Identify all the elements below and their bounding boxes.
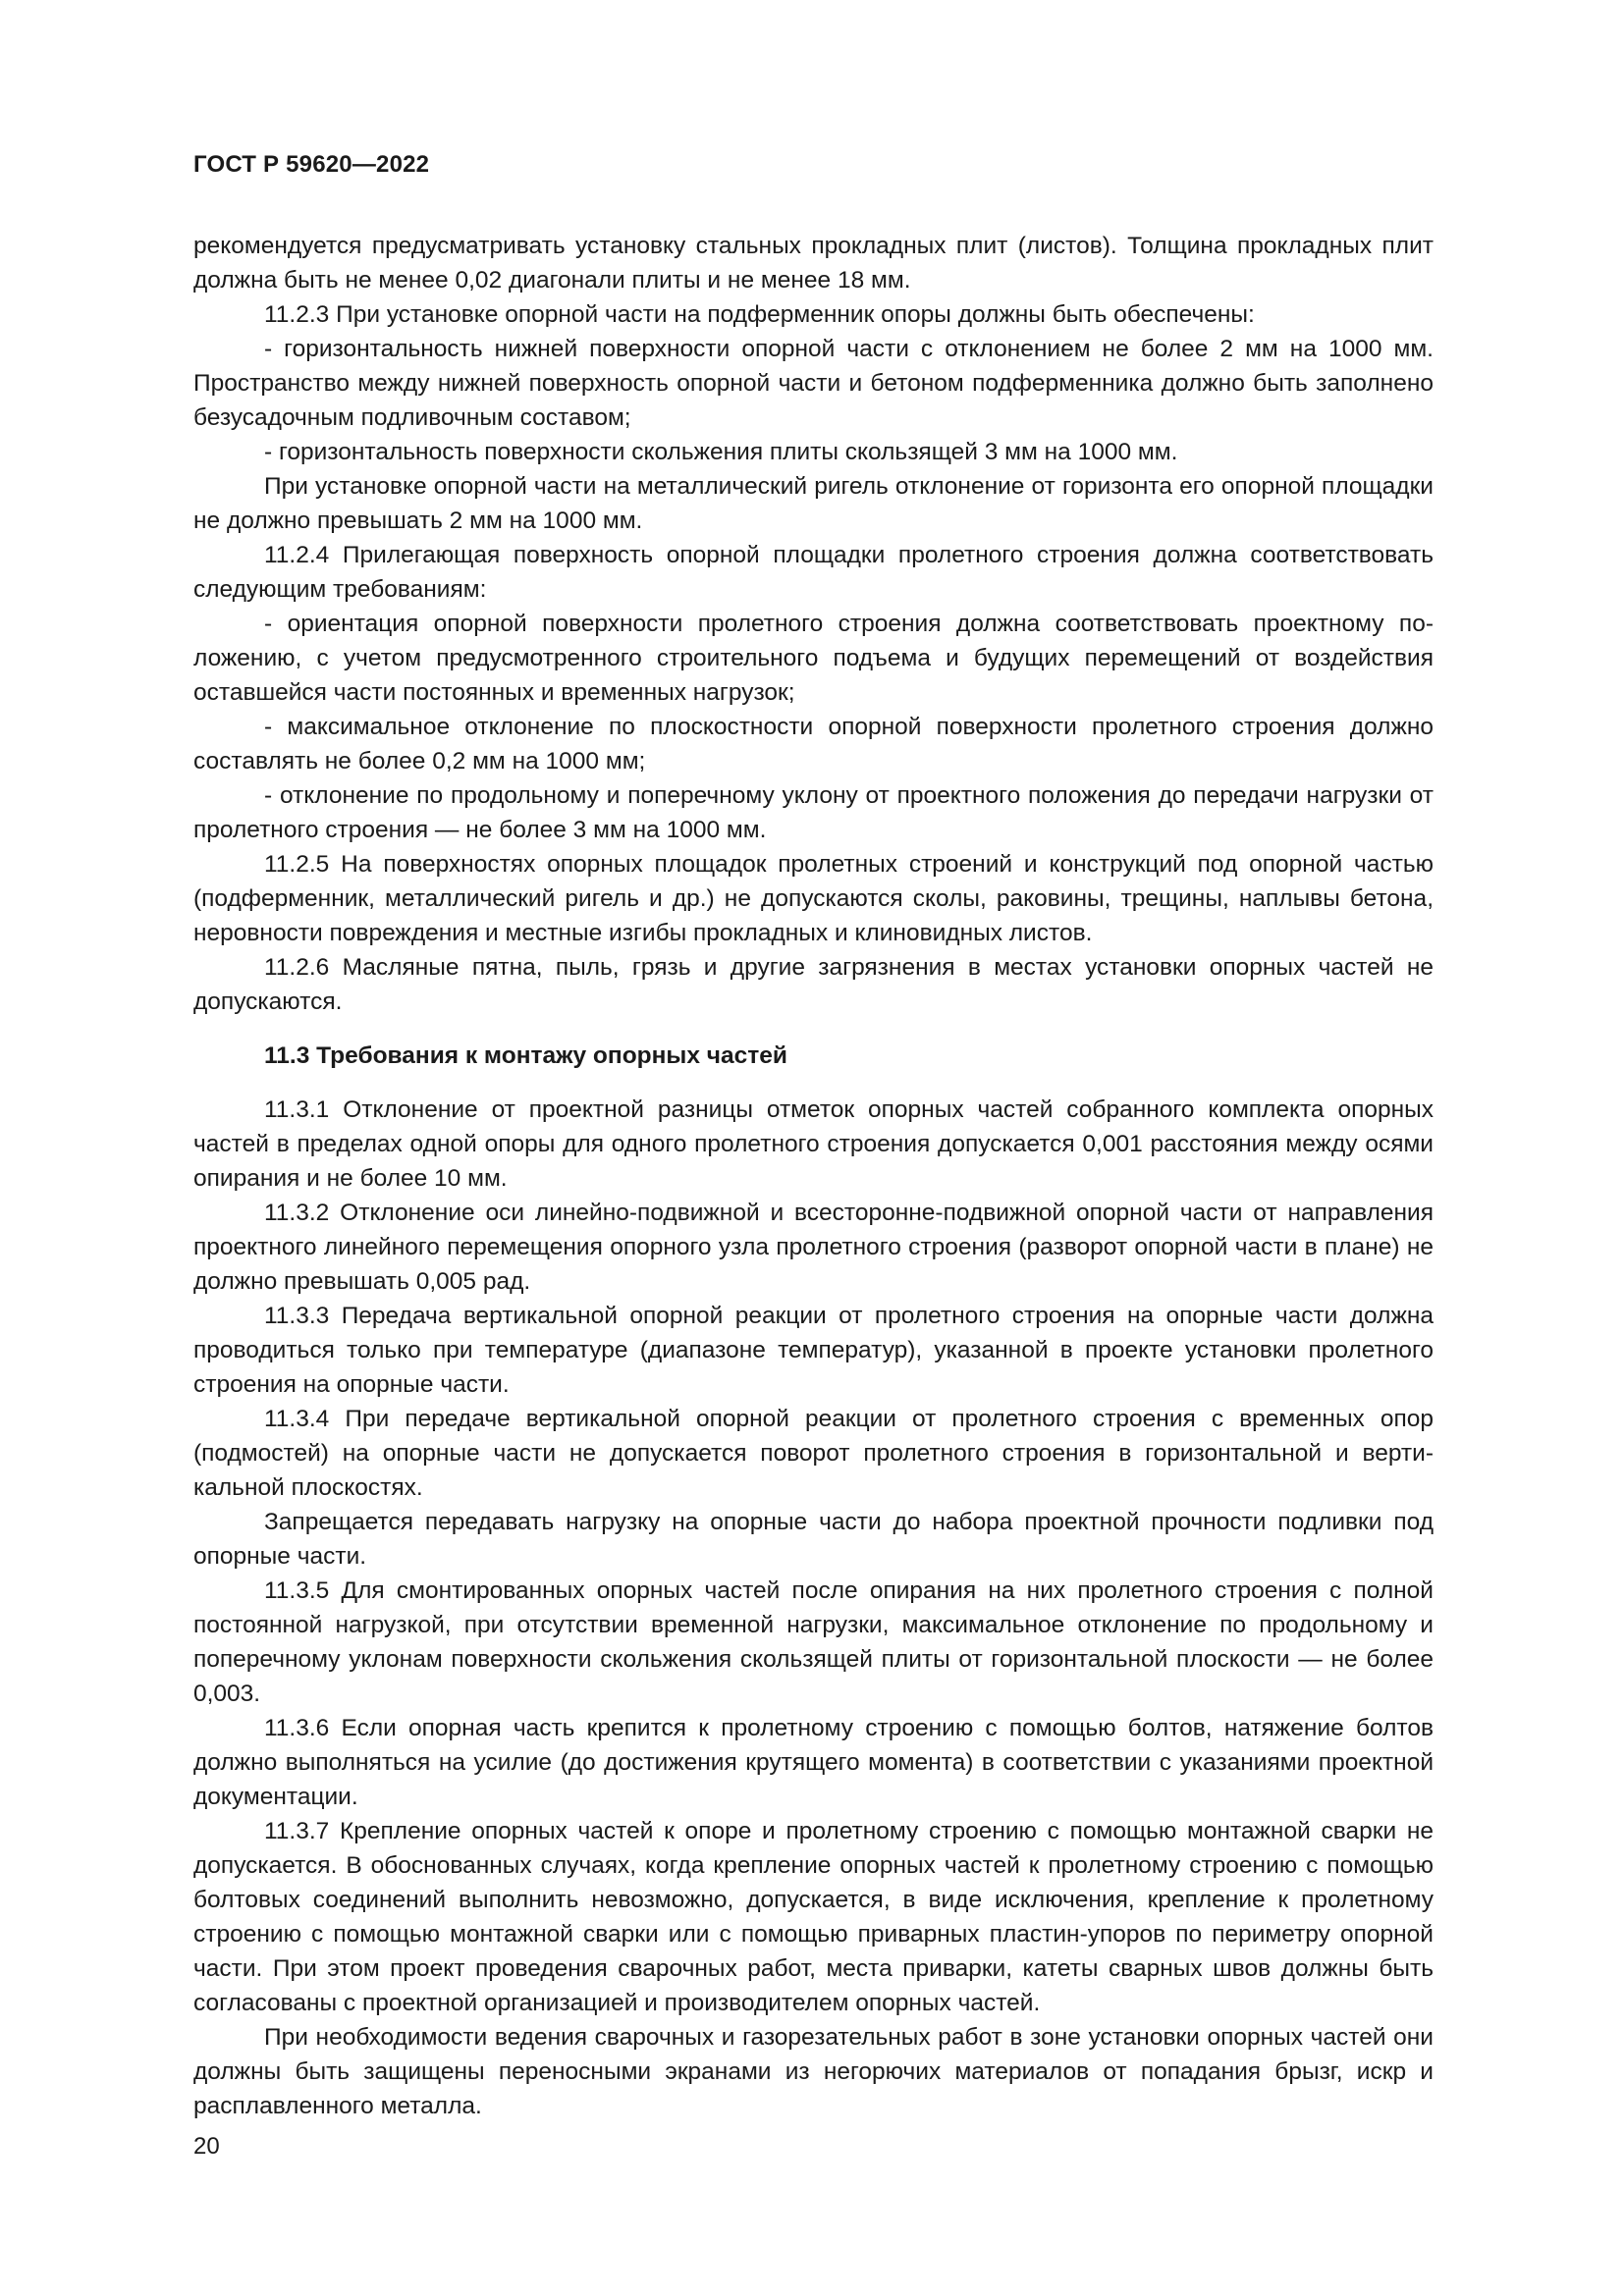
paragraph: При установке опорной части на металлический ригель отклонение от горизонта его опорной площадки не должно превышать 2 мм на 1000 мм. (193, 473, 1434, 534)
paragraph: 11.3.7 Крепление опорных частей к опоре и пролетному строению с помощью монтажной сварки не допускается. В обоснованных случаях, когда крепление опорных частей к пролетному строению с помощью болтовых соединений выполнить невозможно, допускается, в виде исключения, крепление к пролетному строению с помощью монтажной сварки или с помощью приварных пластин-упоров по периметру опорной части. При этом проект проведения сварочных работ, места приварки, катеты сварных швов должны быть согласованы с проектной организацией и производителем опорных частей. (193, 1818, 1434, 2016)
paragraph: рекомендуется предусматривать установку стальных прокладных плит (листов). Толщина прокладных плит должна быть не менее 0,02 диагонали плиты и не менее 18 мм. (193, 233, 1434, 294)
paragraph: 11.3.6 Если опорная часть крепится к пролетному строению с помощью болтов, натяжение болтов должно выполняться на усилие (до достижения крутящего момента) в соответствии с указаниями проектной документации. (193, 1715, 1434, 1810)
paragraph: При необходимости ведения сварочных и газорезательных работ в зоне установки опорных частей они должны быть защищены переносными экранами из негорючих материалов от попадания брызг, искр и расплавленного металла. (193, 2024, 1434, 2119)
section-heading: 11.3 Требования к монтажу опорных частей (264, 1042, 787, 1069)
page-number: 20 (193, 2133, 220, 2160)
document-code-header: ГОСТ Р 59620—2022 (193, 151, 430, 178)
paragraph: Запрещается передавать нагрузку на опорные части до набора проектной прочности подливки под опорные части. (193, 1509, 1434, 1570)
paragraph: 11.3.4 При передаче вертикальной опорной реакции от пролетного строения с временных опор (подмостей) на опорные части не допускается поворот пролетного строения в горизонтальной и вертикальной плоскостях. (193, 1406, 1434, 1501)
paragraph: - максимальное отклонение по плоскостности опорной поверхности пролетного строения должно составлять не более 0,2 мм на 1000 мм; (193, 714, 1434, 774)
paragraph: 11.3.1 Отклонение от проектной разницы отметок опорных частей собранного комплекта опорных частей в пределах одной опоры для одного пролетного строения допускается 0,001 расстояния между осями опирания и не более 10 мм. (193, 1096, 1434, 1192)
paragraph: - отклонение по продольному и поперечному уклону от проектного положения до передачи нагрузки от пролетного строения — не более 3 мм на 1000 мм. (193, 782, 1434, 843)
paragraph: 11.3.3 Передача вертикальной опорной реакции от пролетного строения на опорные части должна проводиться только при температуре (диапазоне температур), указанной в проекте установки пролетного строения на опорные части. (193, 1303, 1434, 1398)
paragraph: 11.2.3 При установке опорной части на подферменник опоры должны быть обеспечены: (264, 301, 1255, 328)
paragraph: - ориентация опорной поверхности пролетного строения должна соответствовать проектному положению, с учетом предусмотренного строительного подъема и будущих перемещений от воздействия оставшейся части постоянных и временных нагрузок; (193, 611, 1434, 706)
paragraph: 11.2.6 Масляные пятна, пыль, грязь и другие загрязнения в местах установки опорных частей не допускаются. (193, 954, 1434, 1015)
paragraph: 11.3.2 Отклонение оси линейно-подвижной и всесторонне-подвижной опорной части от направления проектного линейного перемещения опорного узла пролетного строения (разворот опорной части в плане) не должно превышать 0,005 рад. (193, 1200, 1434, 1295)
paragraph: 11.2.4 Прилегающая поверхность опорной площадки пролетного строения должна соответствовать следующим требованиям: (193, 542, 1434, 603)
paragraph: 11.2.5 На поверхностях опорных площадок пролетных строений и конструкций под опорной частью (подферменник, металлический ригель и др.) не допускаются сколы, раковины, трещины, наплывы бетона, неровности повреждения и местные изгибы прокладных и клиновидных листов. (193, 851, 1434, 946)
paragraph: - горизонтальность поверхности скольжения плиты скользящей 3 мм на 1000 мм. (264, 439, 1178, 465)
paragraph: 11.3.5 Для смонтированных опорных частей после опирания на них пролетного строения с полной постоянной нагрузкой, при отсутствии временной нагрузки, максимальное отклонение по продольному и поперечному уклонам поверхности скольжения скользящей плиты от горизонтальной плоскости — не более 0,003. (193, 1577, 1434, 1707)
paragraph: - горизонтальность нижней поверхности опорной части с отклонением не более 2 мм на 1000 мм. Пространство между нижней поверхность опорной части и бетоном подферменника должно быть заполнено безусадочным подливочным составом; (193, 336, 1434, 431)
document-body (193, 229, 1434, 2123)
